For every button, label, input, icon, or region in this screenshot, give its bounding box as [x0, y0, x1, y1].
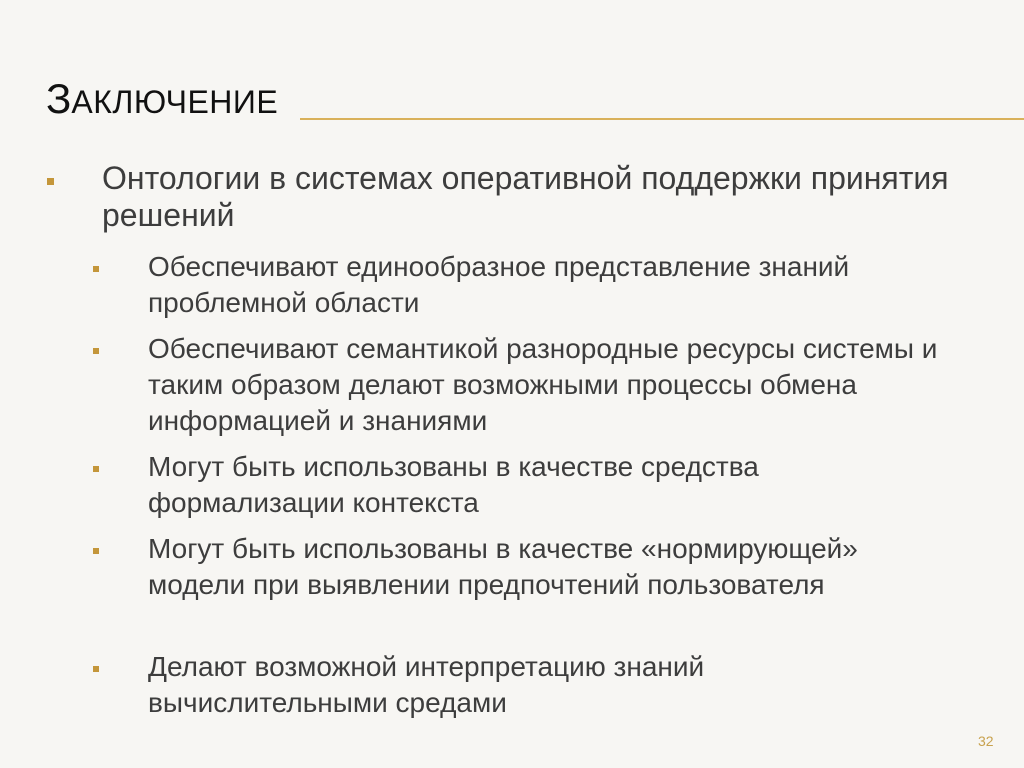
sub-bullet-marker-icon — [93, 266, 99, 272]
sub-bullet-text: Могут быть использованы в качестве «нормирующей» модели при выявлении предпочтений пользователя — [148, 533, 858, 600]
bullet-marker-icon — [47, 178, 54, 185]
slide-title — [46, 75, 279, 122]
page-number: 32 — [978, 733, 994, 749]
sub-bullet-marker-icon — [93, 666, 99, 672]
sub-bullet-marker-icon — [93, 466, 99, 472]
title-divider — [300, 118, 1024, 120]
slide-title-initial: З — [46, 75, 72, 122]
main-bullet-text: Онтологии в системах оперативной поддержки принятия решений — [102, 160, 949, 233]
sub-bullet-text: Делают возможной интерпретацию знаний вычислительными средами — [148, 651, 705, 718]
sub-bullet-text: Обеспечивают единообразное представление знаний проблемной области — [148, 251, 850, 318]
sub-bullet-marker-icon — [93, 348, 99, 354]
sub-bullet-text: Могут быть использованы в качестве средства формализации контекста — [148, 451, 759, 518]
slide-title-rest: АКЛЮЧЕНИЕ — [71, 84, 279, 120]
sub-bullet-text: Обеспечивают семантикой разнородные ресурсы системы и таким образом делают возможными процессы обмена информацией и знаниями — [148, 333, 938, 436]
sub-bullet-marker-icon — [93, 548, 99, 554]
